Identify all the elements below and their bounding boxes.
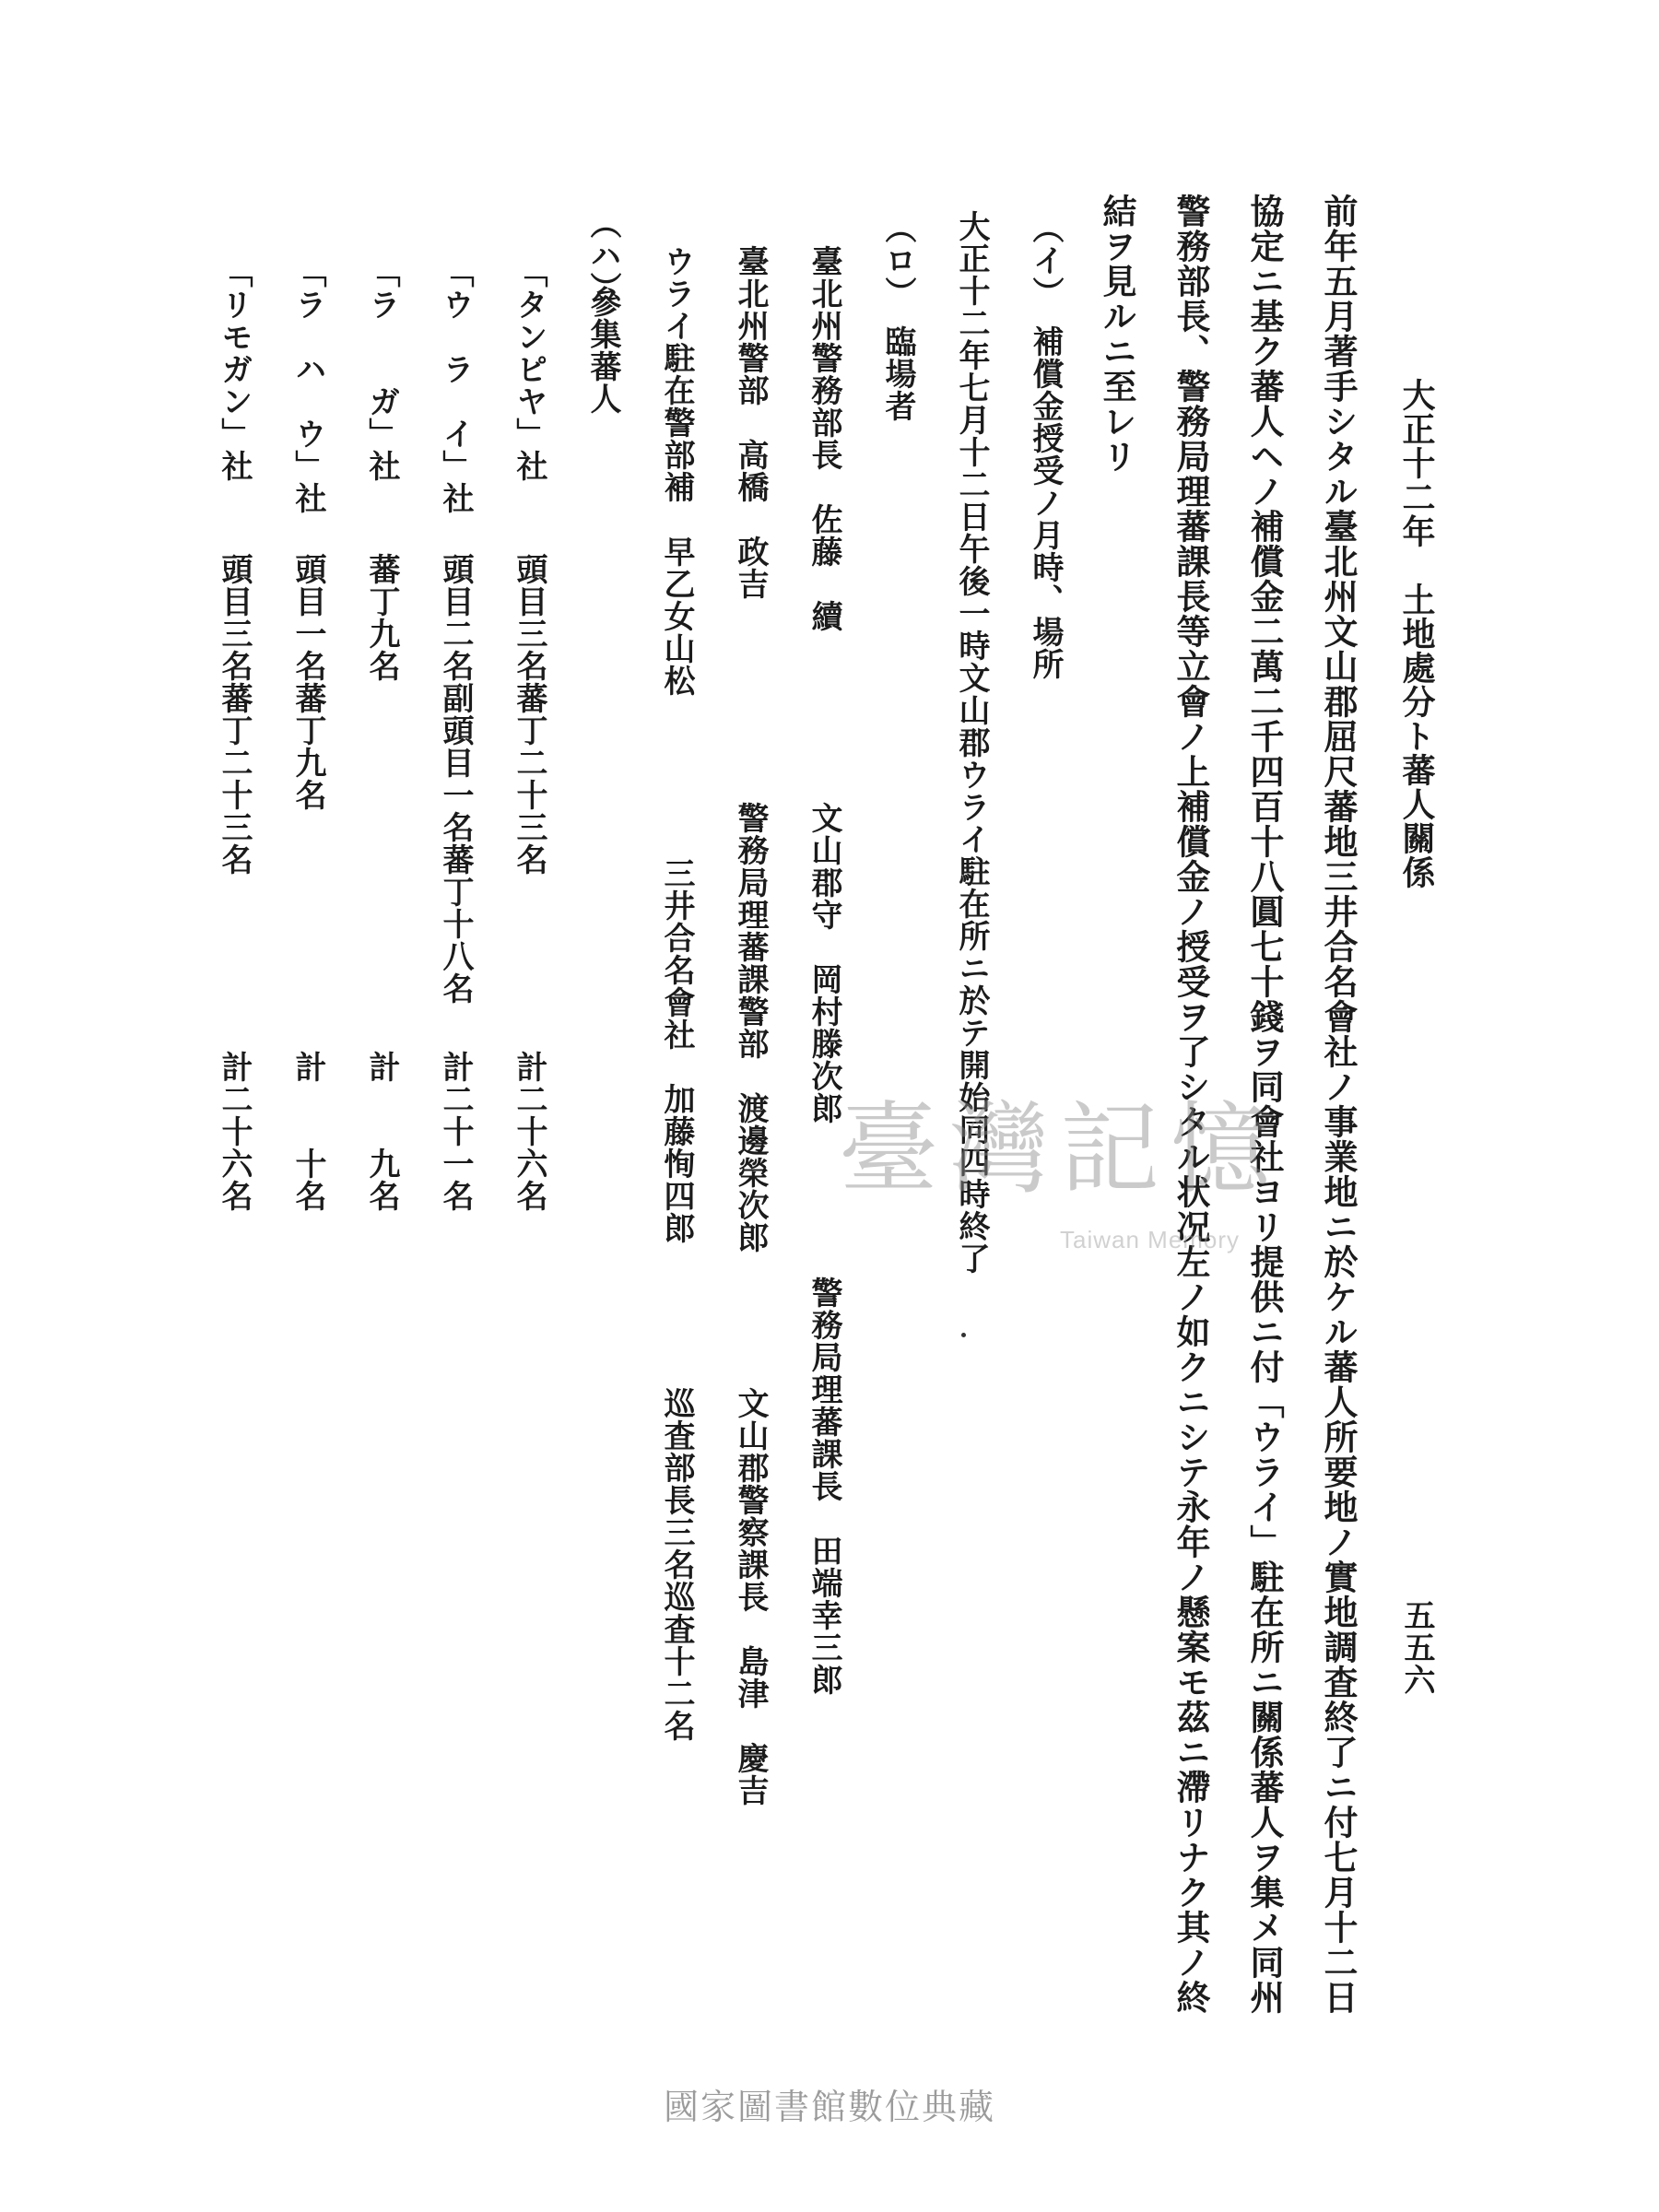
section-heading-ha: （ハ）: [584, 207, 621, 304]
attendee: 警務局理蕃課長 田端幸三郎: [806, 1277, 842, 1696]
section-heading-ro: （ロ） 臨場者: [879, 212, 916, 422]
tribe-total: 計二十六名: [511, 1051, 547, 1212]
footer-archive-label: 國家圖書館數位典藏: [663, 2087, 995, 2127]
paragraph-line: 協定ニ基ク蕃人ヘノ補償金二萬二千四百十八圓七十錢ヲ同會社ヨリ提供ニ付「ウライ」駐在所ニ關係蕃人ヲ集メ同州: [1244, 194, 1285, 2015]
attendee: 臺北州警部 高橋 政吉: [732, 245, 769, 600]
tribe-name: 「ラ ハ ウ」社: [289, 256, 326, 514]
tribe-detail: 頭目三名蕃丁二十三名: [216, 553, 253, 876]
tribe-name: 「タンピヤ」社: [511, 256, 547, 482]
paragraph-line: 結ヲ見ルニ至レリ: [1097, 194, 1137, 474]
tribe-name: 「ラ ガ」社: [363, 256, 400, 482]
tribe-total: 計二十六名: [216, 1051, 253, 1212]
section-label-ha: 參集蕃人: [584, 286, 621, 415]
tribe-total: 計二十一名: [437, 1051, 474, 1212]
tribe-total: 計 十名: [289, 1051, 326, 1212]
attendee: 警務局理蕃課警部 渡邊榮次郎: [732, 802, 769, 1253]
tribe-name: 「ウ ラ イ」社: [437, 256, 474, 514]
attendee: 文山郡守 岡村滕次郎: [806, 802, 842, 1124]
page-header-title: 大正十二年 土地處分ト蕃人關係: [1397, 378, 1436, 889]
section-text-i: 大正十二年七月十二日午後一時文山郡ウライ駐在所ニ於テ開始同四時終了: [953, 210, 990, 1275]
attendee: ウライ駐在警部補 早乙女山松: [658, 245, 695, 697]
watermark-cjk-text: 臺灣記憶: [839, 1092, 1282, 1207]
watermark-en-text: Taiwan Memory: [1060, 1226, 1241, 1253]
attendee: 文山郡警察課長 島津 慶吉: [732, 1387, 769, 1806]
tribe-detail: 頭目三名蕃丁二十三名: [511, 553, 547, 876]
page-number: 五五六: [1398, 1599, 1435, 1696]
tribe-total: 計 九名: [363, 1051, 400, 1212]
section-heading-i: （イ） 補償金授受ノ月時、場所: [1027, 212, 1064, 680]
tribe-name: 「リモガン」社: [216, 256, 253, 482]
attendee: 巡査部長三名巡査十二名: [658, 1387, 695, 1742]
paragraph-line: 前年五月著手シタル臺北州文山郡屈尺蕃地三井合名會社ノ事業地ニ於ケル蕃人所要地ノ實地調査終了ニ付七月十二日: [1318, 194, 1359, 2015]
ink-dot: [961, 1333, 966, 1337]
tribe-detail: 蕃丁九名: [363, 553, 400, 682]
paragraph-line: 警務部長、警務局理蕃課長等立會ノ上補償金ノ授受ヲ了シタル状况左ノ如クニシテ永年ノ懸案モ茲ニ滯リナク其ノ終: [1171, 194, 1211, 2015]
tribe-detail: 頭目二名副頭目一名蕃丁十八名: [437, 553, 474, 1005]
tribe-detail: 頭目一名蕃丁九名: [289, 553, 326, 811]
attendee: 三井合名會社 加藤恂四郎: [658, 857, 695, 1244]
attendee: 臺北州警務部長 佐藤 續: [806, 245, 842, 632]
